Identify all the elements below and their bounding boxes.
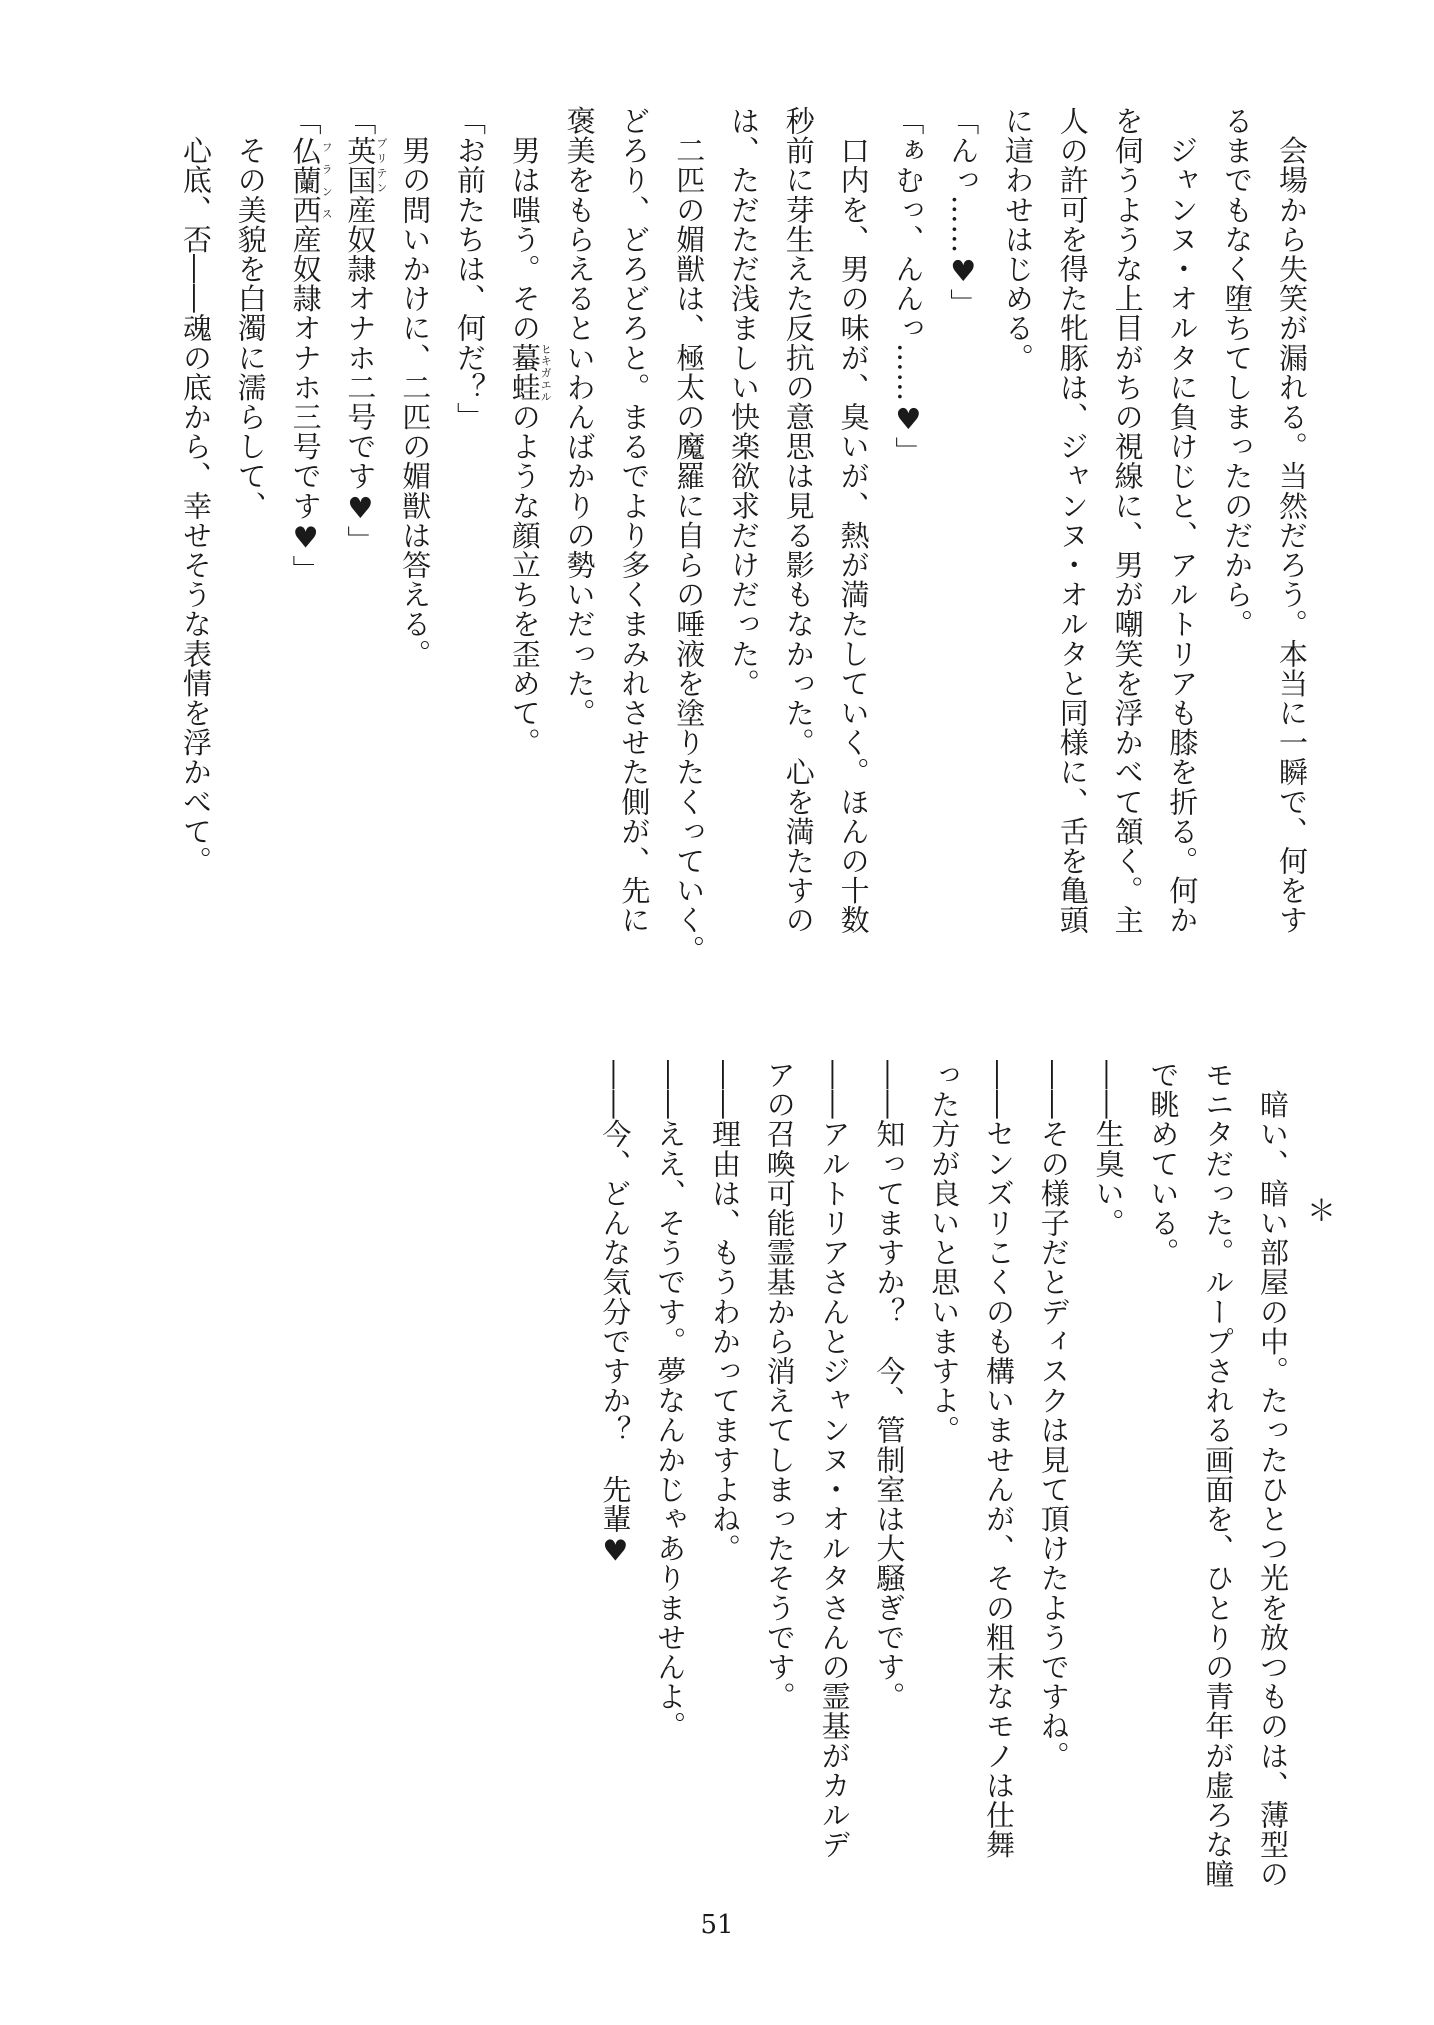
text-run: 秒前に芽生えた反抗の意思は見る影もなかった。心を満たすの xyxy=(781,106,816,935)
text-column xyxy=(1275,106,1309,935)
page-number: 51 xyxy=(700,1910,734,1940)
text-run: その美貌を白濁に濡らして、 xyxy=(233,106,268,521)
ruby-word xyxy=(507,342,553,403)
text-column xyxy=(288,106,334,585)
text-run: 男の問いかけに、二匹の媚獣は答える。 xyxy=(398,106,433,669)
text-column xyxy=(398,106,433,669)
text-run: 「 xyxy=(288,106,323,136)
text-run: 産奴隷オナホ三号です♥」 xyxy=(288,224,323,585)
text-run: 褒美をもらえるといわんばかりの勢いだった。 xyxy=(562,106,597,728)
ruby-base: 蟇蛙 xyxy=(507,342,542,403)
ruby-word xyxy=(343,135,388,195)
text-run: ジャンヌ・オルタに負けじと、アルトリアも膝を折る。何か xyxy=(1165,106,1200,935)
text-column xyxy=(1146,1060,1181,1268)
text-column xyxy=(817,1060,852,1860)
text-run: モニタだった。ループされる画面を、ひとりの青年が虚ろな瞳 xyxy=(1201,1060,1236,1889)
text-run: 男は嗤う。その xyxy=(507,106,542,343)
text-run: ――ええ、そうです。夢なんかじゃありませんよ。 xyxy=(653,1060,688,1741)
text-run: を伺うような上目がちの視線に、男が嘲笑を浮かべて頷く。主 xyxy=(1110,106,1145,935)
text-run: 人の許可を得た牝豚は、ジャンヌ・オルタと同様に、舌を亀頭 xyxy=(1055,106,1090,935)
text-run: 「ぁむっ、んんっ……♥」 xyxy=(891,106,926,467)
text-column xyxy=(1256,1060,1290,1889)
text-column xyxy=(836,106,871,935)
text-run: どろり、どろどろと。まるでより多くまみれさせた側が、先に xyxy=(617,106,652,935)
text-column xyxy=(1220,106,1255,639)
text-run: アの召喚可能霊基から消えてしまったそうです。 xyxy=(762,1060,797,1712)
text-run: 暗い、暗い部屋の中。たったひとつ光を放つものは、薄型の xyxy=(1256,1060,1290,1889)
text-run: 二匹の媚獣は、極太の魔羅に自らの唾液を塗りたくっていく。 xyxy=(672,106,707,965)
ruby-word xyxy=(288,135,334,225)
text-column xyxy=(1201,1060,1236,1889)
text-column xyxy=(617,106,652,935)
text-run: ――今、どんな気分ですか？ 先輩♥ xyxy=(598,1060,633,1569)
text-run: るまでもなく堕ちてしまったのだから。 xyxy=(1220,106,1255,639)
text-column xyxy=(562,106,597,728)
ruby-reading: フランス xyxy=(320,135,334,225)
text-column xyxy=(672,106,707,965)
ruby-base: 英国 xyxy=(343,135,378,195)
text-column xyxy=(598,1060,633,1569)
text-run: 「 xyxy=(343,106,378,136)
text-run: ――生臭い。 xyxy=(1091,1060,1126,1238)
text-column xyxy=(1165,106,1200,935)
text-column xyxy=(1001,106,1035,373)
text-column xyxy=(708,1060,742,1564)
text-column xyxy=(781,106,816,935)
text-run: 会場から失笑が漏れる。当然だろう。本当に一瞬で、何をす xyxy=(1275,106,1309,935)
ruby-reading: ブリテン xyxy=(374,135,388,195)
text-column xyxy=(727,106,761,698)
text-column xyxy=(1036,1060,1071,1771)
text-run: った方が良いと思いますよ。 xyxy=(927,1060,962,1445)
section-break-asterisk: ＊ xyxy=(1303,1195,1337,1225)
text-run: ――その様子だとディスクは見て頂けたようですね。 xyxy=(1036,1060,1071,1771)
text-run: 産奴隷オナホ二号です♥」 xyxy=(343,194,378,556)
text-run: に這わせはじめる。 xyxy=(1001,106,1035,373)
ruby-base: 仏蘭西 xyxy=(288,135,323,225)
text-column xyxy=(891,106,926,467)
text-column xyxy=(927,1060,962,1445)
text-run: 「お前たちは、何だ？」 xyxy=(453,106,487,432)
text-column xyxy=(762,1060,797,1712)
text-column xyxy=(345,106,387,555)
text-run: で眺めている。 xyxy=(1146,1060,1181,1268)
text-column xyxy=(1091,1060,1126,1238)
text-column xyxy=(179,106,213,876)
text-column xyxy=(233,106,268,521)
text-run: ――センズリこくのも構いませんが、その粗末なモノは仕舞 xyxy=(982,1060,1016,1860)
text-column xyxy=(653,1060,688,1741)
text-run: ――アルトリアさんとジャンヌ・オルタさんの霊基がカルデ xyxy=(817,1060,852,1860)
text-column xyxy=(1110,106,1145,935)
text-column xyxy=(982,1060,1016,1860)
ruby-reading: ヒキガエル xyxy=(539,342,553,402)
text-run: ――知ってますか？ 今、管制室は大騒ぎです。 xyxy=(872,1060,907,1712)
text-run: ――理由は、もうわかってますよね。 xyxy=(708,1060,742,1564)
text-column xyxy=(872,1060,907,1712)
text-column xyxy=(453,106,487,432)
text-run: 口内を、男の味が、臭いが、熱が満たしていく。ほんの十数 xyxy=(836,106,871,935)
text-column xyxy=(1055,106,1090,935)
text-column xyxy=(507,106,553,758)
text-run: 「んっ……♥」 xyxy=(946,106,981,319)
text-run: のような顔立ちを歪めて。 xyxy=(507,402,542,758)
text-column xyxy=(946,106,981,319)
text-run: は、ただただ浅ましい快楽欲求だけだった。 xyxy=(727,106,761,698)
text-run: 心底、否――魂の底から、幸せそうな表情を浮かべて。 xyxy=(179,106,213,876)
